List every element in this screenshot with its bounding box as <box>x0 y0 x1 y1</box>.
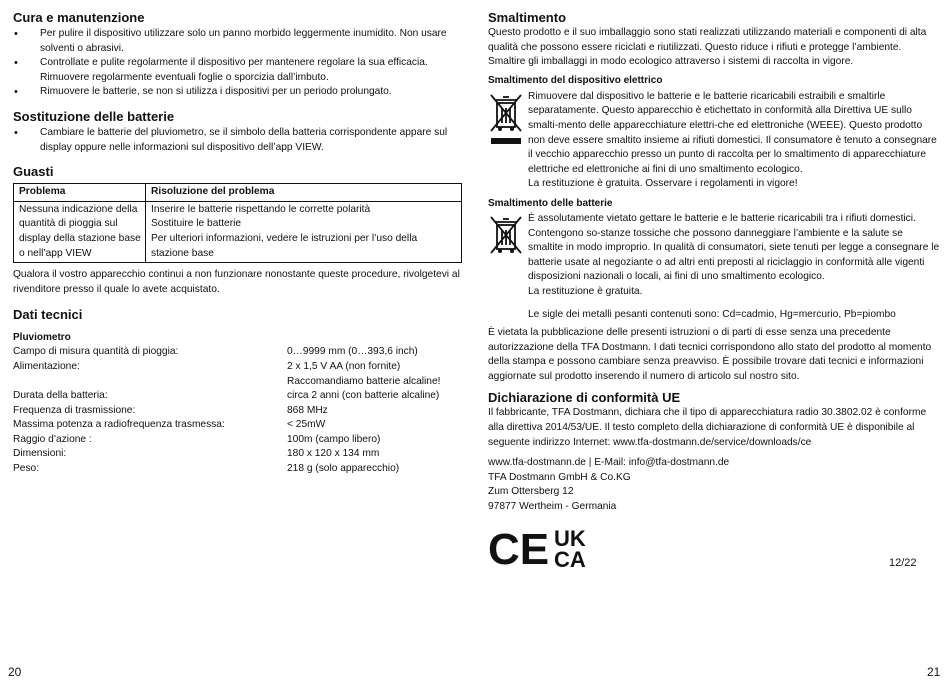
date-code: 12/22 <box>889 557 917 569</box>
device-disposal-text-block <box>528 90 940 192</box>
svg-text:CE: CE <box>488 525 550 574</box>
care-item: • Controllate e pulite regolarmente il dispositivo per mantenere regolare la sua efficacia. Rimuovere regolarmente eventuali foglie o sporcizia dall’imbuto. <box>13 56 463 85</box>
spec-value: 100m (campo libero) <box>287 433 381 445</box>
spec-label: Campo di misura quantità di pioggia: <box>13 346 179 358</box>
spec-row <box>13 404 463 419</box>
care-list <box>13 27 463 100</box>
table-row <box>14 201 462 262</box>
spec-row <box>13 447 463 462</box>
svg-text:CA: CA <box>554 547 586 572</box>
battery-disposal-return: La restituzione è gratuita. <box>528 285 643 297</box>
conformity-title: Dichiarazione di conformità UE <box>488 390 681 406</box>
spec-label: Massima potenza a radiofrequenza trasmessa: <box>13 419 225 431</box>
solution-header: Risoluzione del problema <box>146 184 462 202</box>
batteries-title: Sostituzione delle batterie <box>13 108 175 124</box>
solution-line: Per ulteriori informazioni, vedere le istruzioni per l’uso della stazione base <box>151 232 418 259</box>
spec-value: 180 x 120 x 134 mm <box>287 448 380 460</box>
spec-row <box>13 375 463 390</box>
care-item: • Per pulire il dispositivo utilizzare solo un panno morbido leggermente inumidito. Non usare solventi o abrasivi. <box>13 27 463 56</box>
right-page <box>488 10 940 515</box>
spec-value: < 25mW <box>287 419 326 431</box>
battery-disposal-block <box>488 212 940 322</box>
spec-value: 868 MHz <box>287 404 328 416</box>
solution-line: Sostituire le batterie <box>151 218 242 230</box>
certification-marks <box>488 527 594 575</box>
care-title: Cura e manutenzione <box>13 10 145 25</box>
table-header-row <box>14 184 462 202</box>
spec-label: Alimentazione: <box>13 360 80 372</box>
battery-disposal-text-block <box>528 212 940 322</box>
device-disposal-title: Smaltimento del dispositivo elettrico <box>488 74 663 86</box>
heavy-metals-note: Le sigle dei metalli pesanti contenuti sono: Cd=cadmio, Hg=mercurio, Pb=piombo <box>528 308 896 320</box>
tech-title: Dati tecnici <box>13 307 83 323</box>
svg-text:UK: UK <box>554 526 586 551</box>
conformity-text: Il fabbricante, TFA Dostmann, dichiara che il tipo di apparecchiatura radio 30.3802.02 è conforme alla direttiva 2014/53/UE. Il testo completo della dichiarazione di conformità UE è disponibile al seguente indirizzo Internet: www.tfa-dostmann.de/service/downloads/ce <box>488 407 927 448</box>
page-number-right: 21 <box>927 665 941 679</box>
battery-disposal-text: È assolutamente vietato gettare le batterie e le batterie ricaricabili tra i rifiuti domestici. Contengono so-stanze tossiche che possono danneggiare l’ambiente e la salute se smaltite in modo improprio. In qualità di consumatori, siete tenuti per legge a consegnare le batterie usate al negoziante o ad altri enti preposti al riciclaggio in conformità alle vigenti disposizioni nazionali o locali, ai fini di uno smaltimento ecologico. <box>528 212 940 283</box>
left-page <box>13 10 463 477</box>
spec-row <box>13 462 463 477</box>
spec-value: circa 2 anni (con batterie alcaline) <box>287 390 440 402</box>
spec-value: 218 g (solo apparecchio) <box>287 463 400 475</box>
problem-cell: Nessuna indicazione della quantità di pioggia sul display della stazione base o nell’app VIEW <box>14 201 146 262</box>
spec-label: Dimensioni: <box>13 448 67 460</box>
device-disposal-block <box>488 90 940 192</box>
solution-line: Inserire le batterie rispettando le corrette polarità <box>151 203 371 215</box>
spec-label <box>13 375 287 390</box>
page-number-left: 20 <box>8 665 22 679</box>
contact-street: Zum Ottersberg 12 <box>488 486 574 498</box>
copyright-note: È vietata la pubblicazione delle presenti istruzioni o di parti di esse senza una precedente autorizzazione della TFA Dostmann. I dati tecnici corrispondono allo stato del prodotto al momento della stampa e possono cambiare senza preavviso. È possibile trovare dati tecnici e informazioni aggiornate sul prodotto inserendo il numero di articolo sul nostro sito. <box>488 327 932 382</box>
ce-mark-icon <box>488 525 550 574</box>
contact-city: 97877 Wertheim - Germania <box>488 501 617 513</box>
problem-header: Problema <box>14 184 146 202</box>
spec-label: Frequenza di trasmissione: <box>13 404 136 416</box>
ukca-mark-icon <box>554 527 594 575</box>
contact-block <box>488 456 940 514</box>
crossed-bin-bar-icon <box>488 90 528 192</box>
spec-row <box>13 345 463 360</box>
faults-note: Qualora il vostro apparecchio continui a non funzionare nonostante queste procedure, rivolgetevi al rivenditore presso il quale lo avete acquistato. <box>13 269 460 295</box>
spec-value: Raccomandiamo batterie alcaline! <box>287 375 441 387</box>
device-disposal-return: La restituzione è gratuita. Osservare i regolamenti in vigore! <box>528 178 798 190</box>
tech-subtitle: Pluviometro <box>13 332 71 344</box>
care-item: • Rimuovere le batterie, se non si utilizza i dispositivi per un periodo prolungato. <box>13 85 463 100</box>
spec-row <box>13 360 463 375</box>
tech-spec-list <box>13 345 463 476</box>
spec-value: 0…9999 mm (0…393,6 inch) <box>287 346 418 358</box>
spec-row <box>13 389 463 404</box>
spec-row <box>13 433 463 448</box>
faults-title: Guasti <box>13 164 54 180</box>
spec-row <box>13 418 463 433</box>
batteries-list <box>13 126 463 155</box>
contact-web-email: www.tfa-dostmann.de | E-Mail: info@tfa-dostmann.de <box>488 457 730 469</box>
disposal-title: Smaltimento <box>488 10 567 25</box>
battery-disposal-title: Smaltimento delle batterie <box>488 197 613 209</box>
faults-table <box>13 183 462 263</box>
contact-company: TFA Dostmann GmbH & Co.KG <box>488 471 631 483</box>
device-disposal-text: Rimuovere dal dispositivo le batterie e le batterie ricaricabili estraibili e smaltirle separatamente. Questo apparecchio è etichettato in conformità alla Direttiva UE sullo smalti-mento delle apparecchiature elettri-che ed elettroniche (WEEE). Questo prodotto non deve essere smaltito insieme ai rifiuti domestici. Il consumatore è tenuto a consegnare il vecchio apparecchio presso un punto di raccolta per lo smaltimento di apparecchiature elettriche ed elettroniche ai fini di uno smaltimento ecologico. <box>528 90 937 175</box>
spec-label: Durata della batteria: <box>13 390 108 402</box>
crossed-bin-icon <box>488 212 528 322</box>
batteries-item: • Cambiare le batterie del pluviometro, se il simbolo della batteria corrispondente appare sul display oppure nelle informazioni sul dispositivo dell’app VIEW. <box>13 126 463 155</box>
spec-label: Peso: <box>13 463 40 475</box>
spec-value: 2 x 1,5 V AA (non fornite) <box>287 360 401 372</box>
spec-label: Raggio d’azione : <box>13 433 92 445</box>
disposal-intro: Questo prodotto e il suo imballaggio sono stati realizzati utilizzando materiali e componenti di alta qualità che possono essere riciclati e riutilizzati. Questo riduce i rifiuti e protegge l’ambiente. Smaltire gli imballaggi in modo ecologico attraverso i sistemi di raccolta in vigore. <box>488 27 927 68</box>
solution-cell <box>146 201 462 262</box>
